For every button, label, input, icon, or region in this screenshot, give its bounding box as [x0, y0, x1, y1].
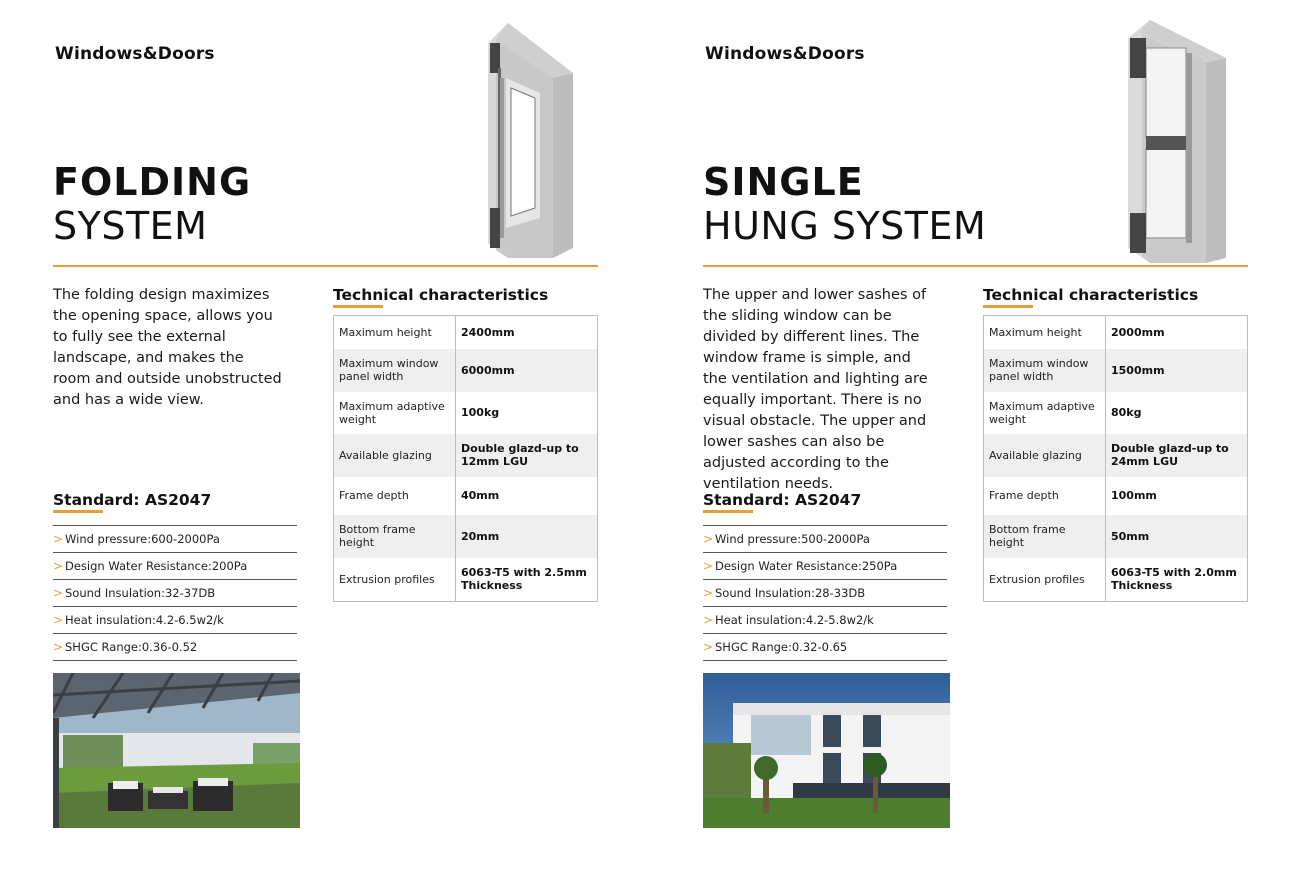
- spec-key: Maximum adaptive weight: [984, 392, 1106, 434]
- spec-value: 2000mm: [1111, 325, 1165, 339]
- standard-item: Heat insulation:4.2-6.5w2/k: [65, 613, 224, 627]
- sunroom-photo: [53, 673, 300, 828]
- title-light: SYSTEM: [53, 204, 208, 248]
- chevron-right-icon: >: [703, 559, 714, 573]
- spec-key: Available glazing: [334, 434, 456, 477]
- spec-key: Frame depth: [334, 477, 456, 515]
- spec-row: [984, 515, 1248, 558]
- chevron-right-icon: >: [53, 559, 64, 573]
- list-item: [53, 634, 297, 661]
- list-item: [703, 634, 947, 661]
- spec-value: 6063-T5 with 2.0mm Thickness: [1111, 566, 1237, 593]
- spec-key: Maximum height: [984, 316, 1106, 349]
- tech-title: Technical characteristics: [983, 286, 1199, 304]
- modern-house-photo: [703, 673, 950, 828]
- standard-title: Standard: AS2047: [703, 491, 862, 509]
- standard-item: SHGC Range:0.36-0.52: [65, 640, 198, 654]
- chevron-right-icon: >: [703, 586, 714, 600]
- spec-key: Maximum window panel width: [984, 349, 1106, 392]
- chevron-right-icon: >: [53, 586, 64, 600]
- title-bold: SINGLE: [703, 160, 864, 204]
- spec-table: [333, 315, 598, 602]
- spec-value: 2400mm: [461, 325, 515, 339]
- spec-row: [984, 316, 1248, 349]
- spec-row: [334, 434, 598, 477]
- divider-line: [703, 265, 1248, 267]
- title-light: HUNG SYSTEM: [703, 204, 987, 248]
- spec-value: Double glazd-up to 24mm LGU: [1106, 434, 1248, 477]
- spec-table: [983, 315, 1248, 602]
- description: The upper and lower sashes of the sliding window can be divided by different lines. The window frame is simple, and the ventilation and lighting are equally important. There is no visual obstacle. The upper and lower sashes can also be adjusted according to the ventilation needs.: [703, 287, 928, 492]
- spec-row: [334, 477, 598, 515]
- spec-value: 100mm: [1111, 489, 1157, 502]
- spec-row: [984, 434, 1248, 477]
- tech-title: Technical characteristics: [333, 286, 549, 304]
- spec-row: [984, 392, 1248, 434]
- spec-row: [334, 558, 598, 602]
- spec-value: 80kg: [1111, 406, 1142, 419]
- standard-item: Sound Insulation:32-37DB: [65, 586, 216, 600]
- spec-row: [984, 477, 1248, 515]
- spec-row: [984, 349, 1248, 392]
- spec-row: [334, 392, 598, 434]
- divider-line: [53, 265, 598, 267]
- spec-value: 6000mm: [456, 349, 598, 392]
- chevron-right-icon: >: [703, 532, 714, 546]
- list-item: [53, 553, 297, 580]
- tech-title-underline: [983, 305, 1033, 308]
- spec-value: 50mm: [1106, 515, 1248, 558]
- spec-value: 6063-T5 with 2.5mm Thickness: [461, 566, 587, 593]
- standard-item: Wind pressure:600-2000Pa: [65, 532, 220, 546]
- standard-item: Wind pressure:500-2000Pa: [715, 532, 870, 546]
- list-item: [703, 553, 947, 580]
- spec-key: Maximum height: [334, 316, 456, 349]
- standard-list: [53, 525, 297, 661]
- standard-item: Sound Insulation:28-33DB: [715, 586, 866, 600]
- standard-item: SHGC Range:0.32-0.65: [715, 640, 848, 654]
- spec-value: 100kg: [461, 406, 500, 419]
- spec-value: Double glazd-up to 12mm LGU: [456, 434, 598, 477]
- spec-key: Bottom frame height: [984, 515, 1106, 558]
- chevron-right-icon: >: [53, 532, 64, 546]
- spec-key: Available glazing: [984, 434, 1106, 477]
- standard-item: Design Water Resistance:200Pa: [65, 559, 248, 573]
- chevron-right-icon: >: [53, 640, 64, 654]
- standard-list: [703, 525, 947, 661]
- spec-value: 20mm: [456, 515, 598, 558]
- tech-title-underline: [333, 305, 383, 308]
- standard-title-underline: [703, 510, 753, 513]
- standard-title-underline: [53, 510, 103, 513]
- spec-key: Maximum window panel width: [334, 349, 456, 392]
- spec-row: [984, 558, 1248, 602]
- standard-title: Standard: AS2047: [53, 491, 212, 509]
- standard-item: Heat insulation:4.2-5.8w2/k: [715, 613, 874, 627]
- spec-value: 40mm: [461, 489, 500, 502]
- brand-logo: Windows&Doors: [705, 44, 865, 64]
- spec-row: [334, 515, 598, 558]
- spec-key: Maximum adaptive weight: [334, 392, 456, 434]
- spec-value: 1500mm: [1106, 349, 1248, 392]
- list-item: [53, 607, 297, 634]
- spec-key: Extrusion profiles: [334, 558, 456, 602]
- description: The folding design maximizes the opening space, allows you to fully see the external landscape, and makes the room and outside unobstructed and has a wide view.: [53, 287, 282, 408]
- list-item: [703, 526, 947, 553]
- chevron-right-icon: >: [703, 613, 714, 627]
- page-title: [703, 160, 986, 248]
- chevron-right-icon: >: [53, 613, 64, 627]
- chevron-right-icon: >: [703, 640, 714, 654]
- spec-row: [334, 316, 598, 349]
- spec-row: [334, 349, 598, 392]
- list-item: [53, 580, 297, 607]
- page-single-hung-system: [650, 0, 1300, 882]
- folding-profile-image: [478, 18, 573, 263]
- page-title: [53, 160, 251, 248]
- spec-key: Frame depth: [984, 477, 1106, 515]
- brand-logo: Windows&Doors: [55, 44, 215, 64]
- list-item: [703, 580, 947, 607]
- list-item: [703, 607, 947, 634]
- list-item: [53, 526, 297, 553]
- spec-key: Extrusion profiles: [984, 558, 1106, 602]
- spec-key: Bottom frame height: [334, 515, 456, 558]
- single-hung-profile-image: [1128, 18, 1228, 263]
- standard-item: Design Water Resistance:250Pa: [715, 559, 898, 573]
- title-bold: FOLDING: [53, 160, 252, 204]
